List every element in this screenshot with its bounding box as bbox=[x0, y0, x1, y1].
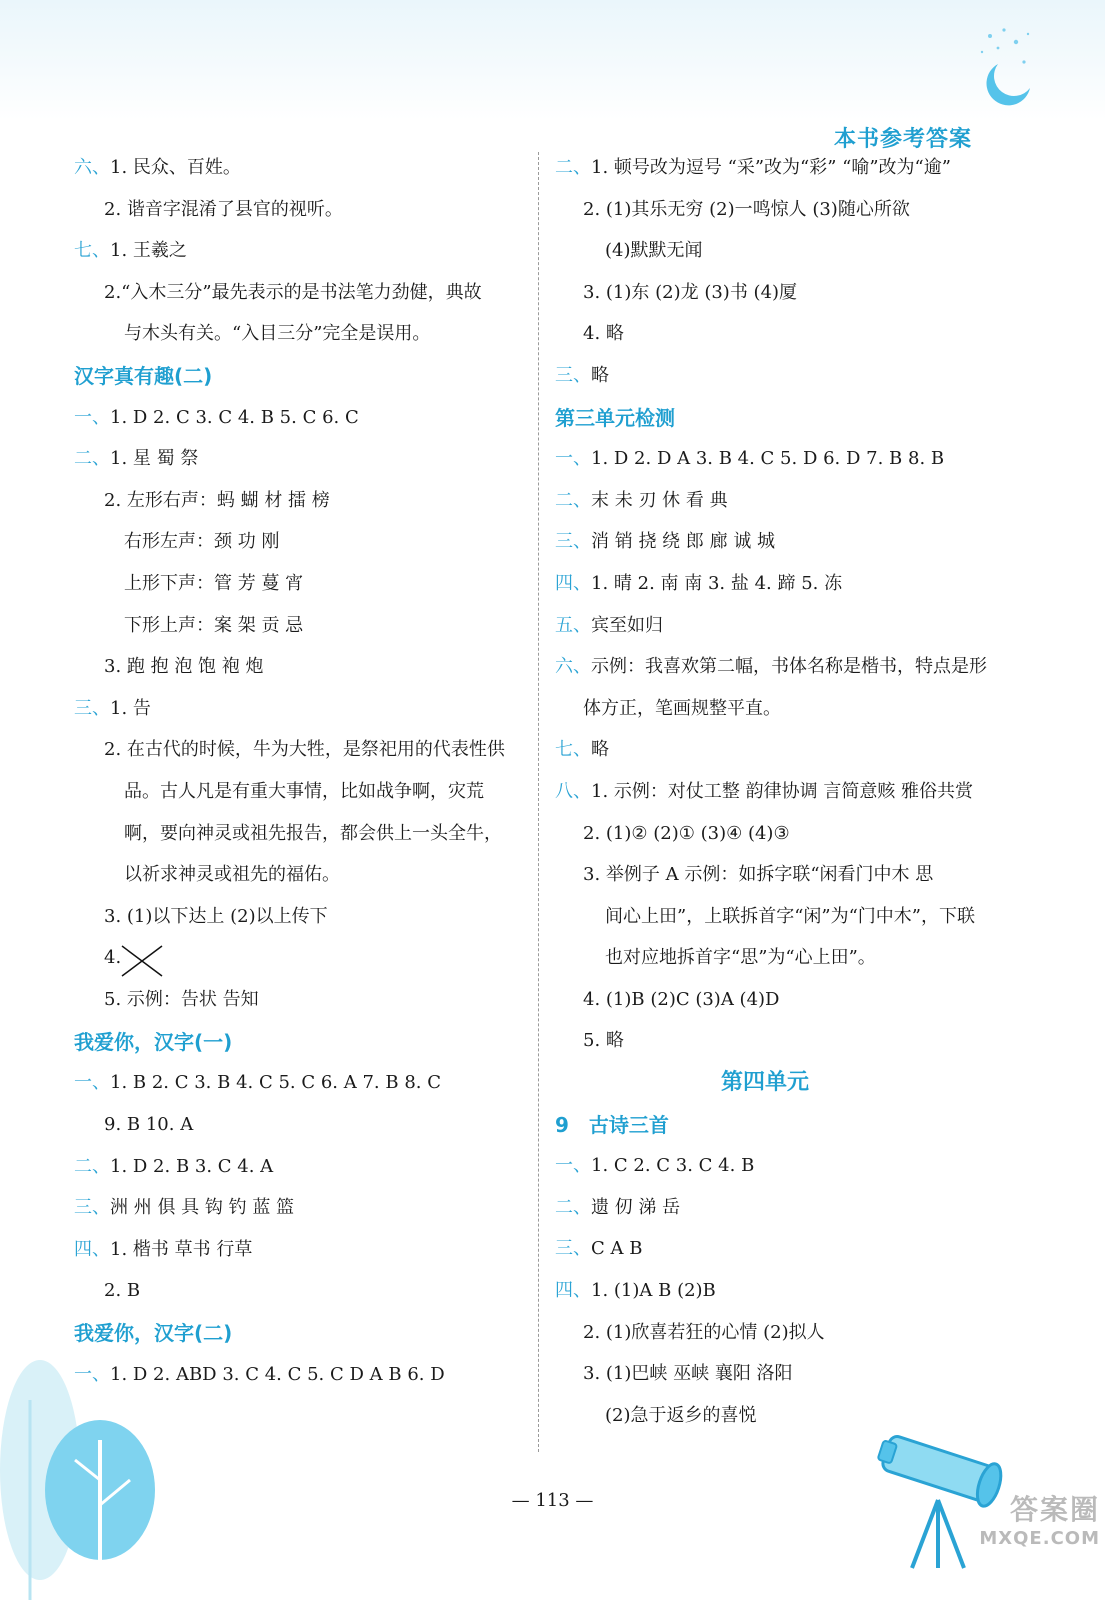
answer-line: 二、末 未 刃 休 看 典 bbox=[555, 489, 728, 511]
answer-label: 4. bbox=[104, 947, 122, 969]
answer-line: 上形下声：管 芳 蔓 宵 bbox=[124, 572, 304, 594]
question-marker: 四、 bbox=[555, 572, 591, 594]
answer-line: 9. B 10. A bbox=[104, 1114, 194, 1136]
question-marker: 四、 bbox=[74, 1238, 110, 1260]
question-marker: 三、 bbox=[74, 697, 110, 719]
answer-line: 二、遗 仞 涕 岳 bbox=[555, 1196, 681, 1218]
question-marker: 二、 bbox=[74, 1155, 110, 1177]
question-marker: 二、 bbox=[555, 489, 591, 511]
right-column bbox=[555, 150, 1015, 1439]
question-marker: 二、 bbox=[74, 448, 110, 470]
question-marker: 一、 bbox=[555, 448, 591, 470]
question-marker: 二、 bbox=[555, 1196, 591, 1218]
answer-line: 三、略 bbox=[555, 364, 609, 386]
page-number-value: 113 bbox=[535, 1490, 570, 1511]
answer-line: 一、1. D 2. D A 3. B 4. C 5. D 6. D 7. B 8. B bbox=[555, 448, 945, 470]
answer-line: (2)急于返乡的喜悦 bbox=[605, 1404, 757, 1426]
section-heading: 汉字真有趣(二) bbox=[74, 363, 213, 388]
answer-line: 4. (1)B (2)C (3)A (4)D bbox=[583, 988, 780, 1010]
question-marker: 八、 bbox=[555, 780, 591, 802]
answer-line: 4. 略 bbox=[583, 323, 624, 345]
answer-line: 与木头有关。“入目三分”完全是误用。 bbox=[124, 323, 431, 345]
answer-line: 七、略 bbox=[555, 739, 609, 761]
answer-line: 三、消 销 挠 绕 郎 廊 诚 城 bbox=[555, 531, 776, 553]
question-marker: 三、 bbox=[555, 531, 591, 553]
answer-line: 3. 举例子 A 示例：如拆字联“闲看门中木 思 bbox=[583, 864, 934, 886]
answer-line: 二、1. 星 蜀 祭 bbox=[74, 448, 199, 470]
answer-line: 2.“入木三分”最先表示的是书法笔力劲健，典故 bbox=[104, 281, 482, 303]
answer-line: 六、1. 民众、百姓。 bbox=[74, 157, 241, 178]
answer-line: 一、1. B 2. C 3. B 4. C 5. C 6. A 7. B 8. C bbox=[74, 1072, 441, 1094]
answer-line: 2. (1)② (2)① (3)④ (4)③ bbox=[583, 822, 790, 844]
question-marker: 四、 bbox=[555, 1280, 591, 1302]
column-divider bbox=[538, 152, 539, 1452]
watermark-url: MXQE.COM bbox=[979, 1528, 1100, 1549]
answer-line: 啊，要向神灵或祖先报告，都会供上一头全牛， bbox=[124, 822, 502, 844]
answer-line: 3. (1)以下达上 (2)以上传下 bbox=[104, 905, 328, 927]
answer-line: 一、1. C 2. C 3. C 4. B bbox=[555, 1155, 755, 1177]
section-heading: 我爱你，汉字(二) bbox=[74, 1321, 233, 1346]
answer-line: 5. 略 bbox=[583, 1030, 624, 1052]
answer-line: 三、洲 州 俱 具 钩 钓 蓝 篮 bbox=[74, 1197, 295, 1219]
answer-line: 下形上声：案 架 贡 忌 bbox=[124, 614, 304, 636]
question-marker: 三、 bbox=[555, 1238, 591, 1260]
page-number: — 113 — bbox=[511, 1490, 594, 1511]
answer-line: 品。古人凡是有重大事情，比如战争啊，灾荒 bbox=[124, 780, 484, 802]
question-marker: 三、 bbox=[555, 364, 591, 386]
watermark bbox=[915, 1488, 1100, 1549]
answer-line: 体方正，笔画规整平直。 bbox=[583, 697, 781, 719]
section-heading: 第三单元检测 bbox=[555, 405, 675, 430]
answer-line: 2. 左形右声：蚂 蝴 材 擂 榜 bbox=[104, 489, 330, 511]
answer-line: 3. (1)东 (2)龙 (3)书 (4)厦 bbox=[583, 281, 798, 303]
left-column bbox=[74, 150, 524, 1398]
tree-decoration-icon bbox=[0, 1340, 170, 1600]
question-marker: 七、 bbox=[74, 240, 110, 262]
answer-line: 也对应地拆首字“思”为“心上田”。 bbox=[605, 947, 876, 969]
header-background bbox=[0, 0, 1105, 120]
answer-line: 间心上田”，上联拆首字“闲”为“门中木”，下联 bbox=[605, 905, 976, 927]
answer-line: 2. (1)欣喜若狂的心情 (2)拟人 bbox=[583, 1321, 825, 1343]
answer-line: (4)默默无闻 bbox=[605, 240, 703, 262]
answer-line: 五、宾至如归 bbox=[555, 614, 663, 636]
answer-line: 3. (1)巴峡 巫峡 襄阳 洛阳 bbox=[583, 1363, 793, 1385]
watermark-cn: 答案圈 bbox=[1009, 1493, 1100, 1526]
question-marker: 六、 bbox=[555, 656, 591, 678]
answer-line: 八、1. 示例：对仗工整 韵律协调 言简意赅 雅俗共赏 bbox=[555, 780, 974, 802]
answer-line: 三、C A B bbox=[555, 1238, 643, 1260]
answer-line: 四、1. 楷书 草书 行草 bbox=[74, 1238, 253, 1260]
answer-line: 2. 在古代的时候，牛为大牲，是祭祀用的代表性供 bbox=[104, 739, 505, 761]
answer-line: 一、1. D 2. ABD 3. C 4. C 5. C D A B 6. D bbox=[74, 1363, 445, 1385]
answer-line: 2. (1)其乐无穷 (2)一鸣惊人 (3)随心所欲 bbox=[583, 198, 910, 220]
question-marker: 二、 bbox=[555, 157, 591, 178]
page-title: 本书参考答案 bbox=[834, 127, 973, 152]
answer-line: 3. 跑 抱 泡 饱 袍 炮 bbox=[104, 656, 264, 678]
answer-line: 5. 示例：告状 告知 bbox=[104, 989, 259, 1011]
question-marker: 三、 bbox=[74, 1197, 110, 1219]
answer-line: 二、1. D 2. B 3. C 4. A bbox=[74, 1155, 274, 1177]
question-marker: 五、 bbox=[555, 614, 591, 636]
question-marker: 七、 bbox=[555, 739, 591, 761]
answer-line: 一、1. D 2. C 3. C 4. B 5. C 6. C bbox=[74, 406, 359, 428]
section-heading: 我爱你，汉字(一) bbox=[74, 1029, 233, 1054]
unit-heading: 第四单元 bbox=[720, 1070, 809, 1096]
answer-line: 七、1. 王羲之 bbox=[74, 240, 187, 262]
answer-line: 2. B bbox=[104, 1280, 141, 1302]
answer-line: 三、1. 告 bbox=[74, 697, 151, 719]
answer-line-match bbox=[74, 940, 524, 982]
answer-line: 以祈求神灵或祖先的福佑。 bbox=[124, 864, 340, 886]
answer-line: 四、1. 晴 2. 南 南 3. 盐 4. 蹄 5. 冻 bbox=[555, 572, 843, 594]
answer-line: 六、示例：我喜欢第二幅，书体名称是楷书，特点是形 bbox=[555, 656, 987, 678]
question-marker: 一、 bbox=[74, 1072, 110, 1094]
question-marker: 一、 bbox=[74, 406, 110, 428]
crossed-lines-diagram bbox=[120, 942, 164, 980]
question-marker: 六、 bbox=[74, 157, 110, 178]
moon-and-stars-icon bbox=[968, 22, 1038, 112]
question-marker: 一、 bbox=[74, 1363, 110, 1385]
answer-line: 二、1. 顿号改为逗号 “采”改为“彩” “喻”改为“逾” bbox=[555, 157, 951, 178]
answer-line: 四、1. (1)A B (2)B bbox=[555, 1280, 716, 1302]
lesson-heading: 9 古诗三首 bbox=[555, 1112, 669, 1137]
answer-line: 2. 谐音字混淆了县官的视听。 bbox=[104, 198, 343, 220]
answer-line: 右形左声：颈 功 刚 bbox=[124, 531, 280, 553]
question-marker: 一、 bbox=[555, 1155, 591, 1177]
